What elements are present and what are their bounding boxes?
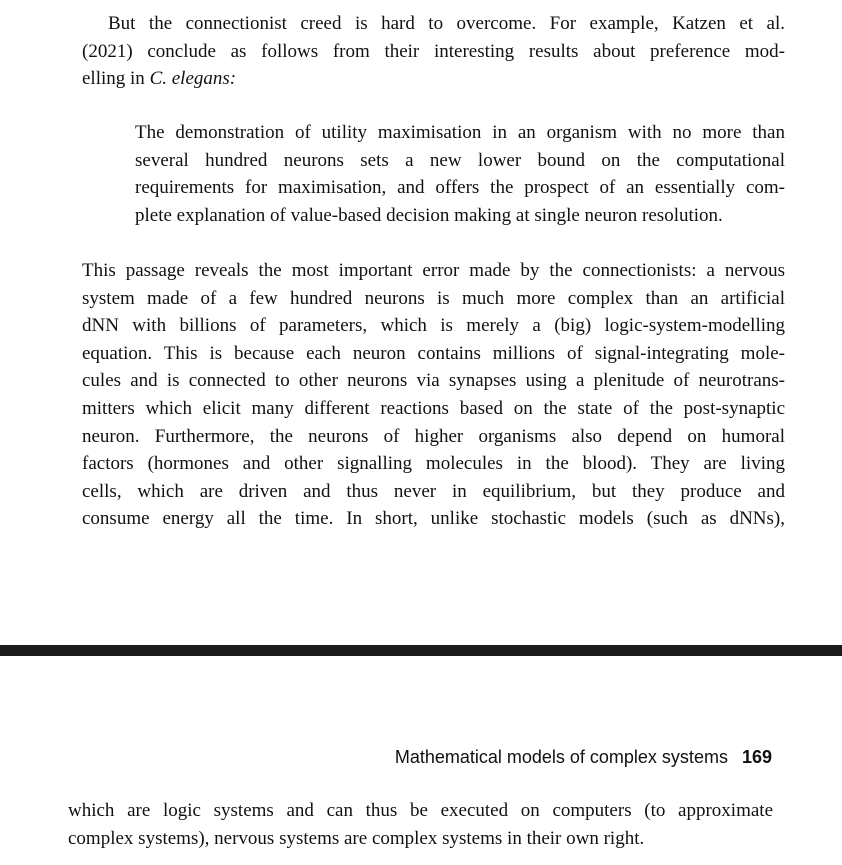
page-divider bbox=[0, 645, 842, 656]
text-line: consume energy all the time. In short, unlike stochastic models (such as dNNs), bbox=[82, 508, 785, 530]
text-line: factors (hormones and other signalling molecules in the blood). They are living bbox=[82, 453, 785, 475]
quote-line: several hundred neurons sets a new lower bound on the computational bbox=[135, 149, 785, 171]
quote-line: plete explanation of value-based decision making at single neuron resolution. bbox=[135, 204, 723, 226]
running-head-title: Mathematical models of complex systems bbox=[394, 747, 728, 767]
paragraph-connectionist-creed bbox=[82, 10, 785, 93]
species-name: C. elegans: bbox=[149, 68, 237, 90]
page-number: 169 bbox=[741, 747, 772, 767]
text-line: dNN with billions of parameters, which is merely a (big) logic-system-modelling bbox=[82, 315, 785, 337]
text-line: complex systems), nervous systems are complex systems in their own right. bbox=[68, 827, 645, 849]
running-head bbox=[300, 745, 772, 769]
text-line: (2021) conclude as follows from their interesting results about preference mod- bbox=[82, 40, 785, 62]
text-line-prefix: elling in bbox=[82, 68, 150, 90]
quote-line: The demonstration of utility maximisation in an organism with no more than bbox=[135, 122, 785, 143]
paragraph-continuation bbox=[68, 797, 773, 852]
text-line: neuron. Furthermore, the neurons of higher organisms also depend on humoral bbox=[82, 425, 785, 447]
paragraph-connectionist-error bbox=[82, 257, 785, 533]
text-line: But the connectionist creed is hard to overcome. For example, Katzen et al. bbox=[108, 13, 785, 34]
text-line: This passage reveals the most important error made by the connectionists: a nervous bbox=[82, 260, 785, 281]
text-line: mitters which elicit many different reactions based on the state of the post-synaptic bbox=[82, 397, 785, 419]
text-line: cells, which are driven and thus never in equilibrium, but they produce and bbox=[82, 480, 785, 502]
text-line: system made of a few hundred neurons is much more complex than an artificial bbox=[82, 287, 785, 309]
quote-line: requirements for maximisation, and offers the prospect of an essentially com- bbox=[135, 177, 785, 199]
text-line: which are logic systems and can thus be executed on computers (to approximate bbox=[68, 800, 773, 821]
text-line bbox=[82, 65, 785, 93]
block-quote bbox=[135, 119, 785, 229]
text-line: equation. This is because each neuron contains millions of signal-integrating mole- bbox=[82, 342, 785, 364]
text-line: cules and is connected to other neurons via synapses using a plenitude of neurotrans- bbox=[82, 370, 785, 392]
